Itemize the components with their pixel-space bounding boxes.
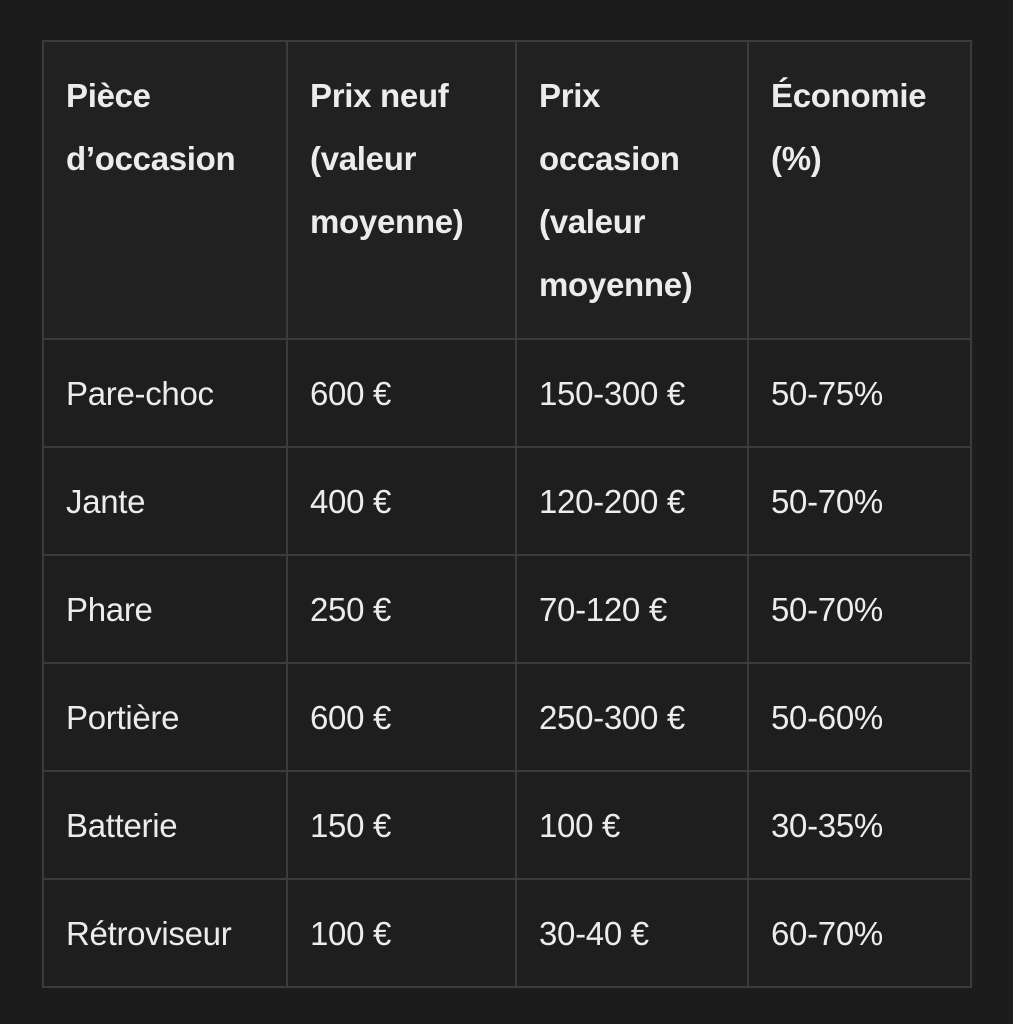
column-header-part: Pièce d’occasion (43, 41, 287, 339)
table-header (43, 41, 971, 339)
cell-used-price: 250-300 € (516, 663, 748, 771)
table-row (43, 339, 971, 447)
cell-savings: 50-60% (748, 663, 971, 771)
table-body (43, 339, 971, 987)
table-row (43, 771, 971, 879)
cell-part: Pare-choc (43, 339, 287, 447)
cell-savings: 50-70% (748, 447, 971, 555)
price-comparison-table-container (42, 40, 970, 988)
table-row (43, 447, 971, 555)
cell-part: Phare (43, 555, 287, 663)
cell-savings: 50-70% (748, 555, 971, 663)
cell-new-price: 600 € (287, 663, 516, 771)
cell-savings: 30-35% (748, 771, 971, 879)
column-header-used-price: Prix occasion (valeur moyenne) (516, 41, 748, 339)
column-header-savings: Économie (%) (748, 41, 971, 339)
table-row (43, 879, 971, 987)
cell-used-price: 30-40 € (516, 879, 748, 987)
cell-used-price: 70-120 € (516, 555, 748, 663)
cell-new-price: 150 € (287, 771, 516, 879)
table-header-row (43, 41, 971, 339)
cell-used-price: 100 € (516, 771, 748, 879)
cell-used-price: 150-300 € (516, 339, 748, 447)
cell-part: Batterie (43, 771, 287, 879)
cell-part: Rétroviseur (43, 879, 287, 987)
price-comparison-table (42, 40, 972, 988)
cell-part: Portière (43, 663, 287, 771)
table-row (43, 555, 971, 663)
column-header-new-price: Prix neuf (valeur moyenne) (287, 41, 516, 339)
cell-savings: 50-75% (748, 339, 971, 447)
cell-used-price: 120-200 € (516, 447, 748, 555)
cell-new-price: 100 € (287, 879, 516, 987)
cell-new-price: 400 € (287, 447, 516, 555)
cell-savings: 60-70% (748, 879, 971, 987)
cell-part: Jante (43, 447, 287, 555)
cell-new-price: 250 € (287, 555, 516, 663)
cell-new-price: 600 € (287, 339, 516, 447)
table-row (43, 663, 971, 771)
